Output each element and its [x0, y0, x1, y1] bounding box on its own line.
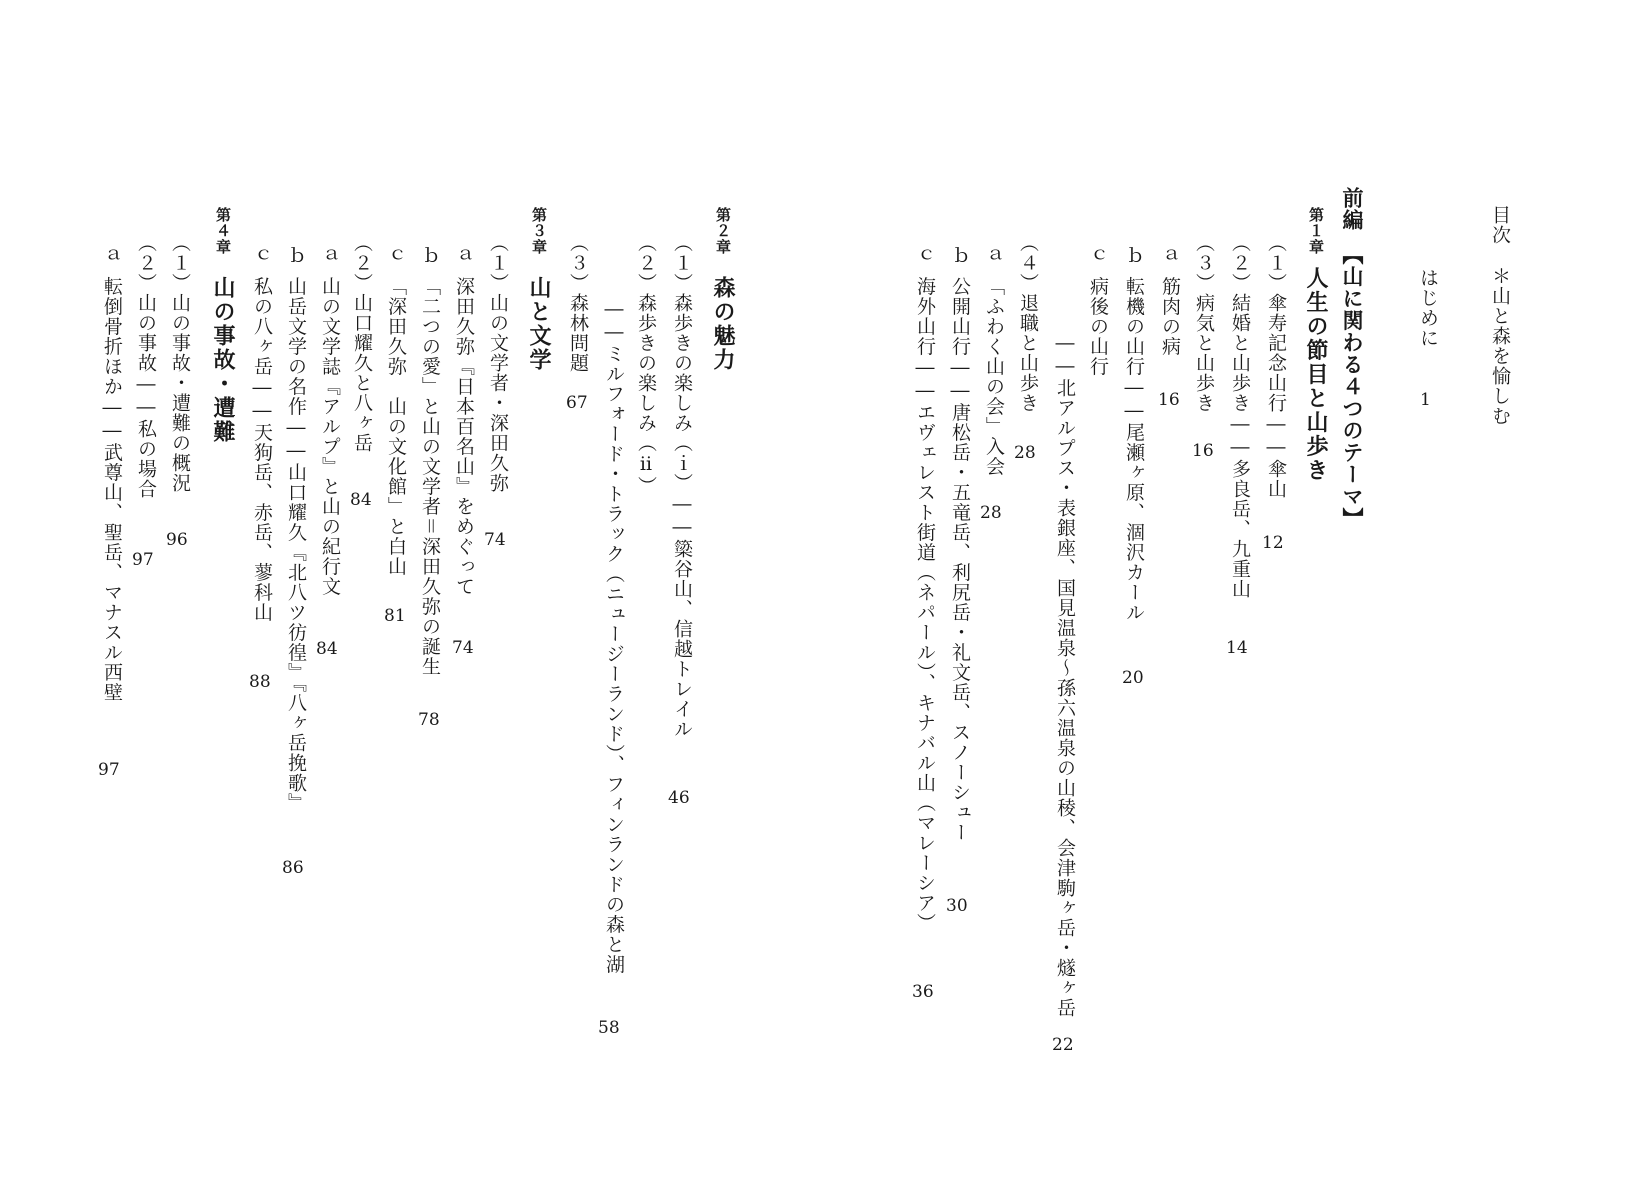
page-number: 86: [282, 858, 304, 878]
chapter-title: 山と文学: [526, 275, 552, 372]
toc-entry: [102, 245, 121, 702]
toc-entry: [420, 245, 439, 676]
toc-entry: [136, 233, 155, 499]
entry-marker: ａ: [453, 245, 475, 265]
toc-entry: [252, 245, 271, 622]
page-number: 97: [98, 760, 120, 780]
entry-marker: ａ: [101, 245, 123, 265]
page-number: 14: [1226, 638, 1248, 658]
page-number: 84: [316, 639, 338, 659]
entry-text: ――北アルプス・表銀座、国見温泉～孫六温泉の山稜、会津駒ヶ岳・燧ヶ岳: [1054, 332, 1076, 1018]
entry-marker: ａ: [319, 245, 341, 265]
part-heading: [1342, 187, 1363, 530]
entry-marker: （１）: [487, 233, 509, 293]
entry-marker: ｃ: [914, 245, 936, 265]
entry-text: 転倒骨折ほか――武尊山、聖岳、マナスル西壁: [101, 276, 123, 703]
toc-entry: [170, 233, 189, 493]
page-number: 74: [484, 530, 506, 550]
entry-label: はじめに: [1417, 268, 1439, 348]
toc-title: 目次: [1489, 205, 1511, 245]
part-label: 前編: [1340, 187, 1365, 231]
entry-text: 森林問題: [567, 293, 589, 373]
page-number: 1: [1420, 390, 1431, 410]
entry-marker: （２）: [135, 233, 157, 293]
chapter-label: 第２章: [714, 207, 732, 255]
entry-text: 山岳文学の名作――山口耀久『北八ツ彷徨』『八ヶ岳挽歌』: [285, 276, 307, 813]
toc-entry: [1230, 233, 1249, 599]
page-number: 67: [566, 393, 588, 413]
entry-marker: ｃ: [1087, 245, 1109, 265]
toc-entry: [386, 245, 405, 576]
toc-entry: [636, 233, 655, 496]
toc-subtitle: ＊山と森を愉しむ: [1489, 265, 1511, 426]
page-number: 58: [598, 1018, 620, 1038]
chapter-3-heading: [528, 207, 550, 372]
entry-marker: （３）: [567, 233, 589, 293]
page-number: 30: [946, 896, 968, 916]
toc-entry: [320, 245, 339, 596]
entry-text: 結婚と山歩き――多良岳、九重山: [1229, 293, 1251, 599]
entry-marker: （２）: [1229, 233, 1251, 293]
entry-text: 傘寿記念山行――傘山: [1265, 293, 1287, 499]
toc-entry: [352, 233, 371, 453]
entry-marker: （１）: [169, 233, 191, 293]
entry-marker: （２）: [635, 233, 657, 293]
entry-marker: （１）: [671, 233, 693, 293]
toc-entry-continuation: [604, 298, 623, 975]
entry-text: 山の文学者・深田久弥: [487, 293, 509, 493]
entry-marker: （１）: [1265, 233, 1287, 293]
entry-marker: ｃ: [385, 245, 407, 265]
page-number: 22: [1052, 1035, 1074, 1055]
entry-marker: ｂ: [419, 245, 441, 265]
entry-text: 病気と山歩き: [1193, 293, 1215, 413]
toc-entry: [672, 233, 691, 739]
entry-text: 病後の山行: [1087, 276, 1109, 377]
entry-text: 森歩きの楽しみ（ⅱ）: [635, 293, 657, 496]
entry-text: 山の事故・遭難の概況: [169, 293, 191, 493]
page-number: 84: [350, 490, 372, 510]
entry-text: 転機の山行――尾瀬ヶ原、涸沢カール: [1123, 276, 1145, 623]
page-number: 46: [668, 788, 690, 808]
entry-text: 「二つの愛」と山の文学者＝深田久弥の誕生: [419, 276, 441, 677]
page-number: 97: [132, 550, 154, 570]
page-number: 81: [384, 606, 406, 626]
toc-entry: [454, 245, 473, 596]
entry-text: 山の事故――私の場合: [135, 293, 157, 499]
entry-text: 「深田久弥 山の文化館」と白山: [385, 276, 407, 577]
page-number: 36: [912, 982, 934, 1002]
toc-entry: [1160, 245, 1179, 356]
entry-marker: ｂ: [949, 245, 971, 265]
entry-text: 深田久弥『日本百名山』をめぐって: [453, 276, 475, 597]
toc-entry: [1266, 233, 1285, 499]
page-number: 28: [1014, 443, 1036, 463]
entry-text: 公開山行――唐松岳・五竜岳、利尻岳・礼文岳、スノーシュー: [949, 276, 971, 843]
page-number: 88: [249, 672, 271, 692]
entry-marker: （３）: [1193, 233, 1215, 293]
entry-text: 森歩きの楽しみ（ｉ）――簗谷山、信越トレイル: [671, 293, 693, 739]
chapter-1-heading: [1305, 207, 1327, 482]
toc-entry: [950, 245, 969, 842]
entry-marker: （２）: [351, 233, 373, 293]
chapter-label: 第４章: [214, 207, 232, 255]
entry-marker: ｂ: [285, 245, 307, 265]
toc-entry: [568, 233, 587, 373]
page-number: 78: [418, 710, 440, 730]
toc-entry: [488, 233, 507, 493]
entry-text: 海外山行――エヴェレスト街道（ネパール）、キナバル山（マレーシア）: [914, 276, 936, 933]
page-number: 16: [1158, 390, 1180, 410]
toc-entry-intro: [1418, 268, 1437, 348]
page-number: 96: [166, 530, 188, 550]
entry-marker: ｃ: [251, 245, 273, 265]
part-title: 【山に関わる４つのテーマ】: [1340, 243, 1365, 530]
toc-entry: [1018, 233, 1037, 413]
page-number: 28: [980, 503, 1002, 523]
entry-text: ――ミルフォード・トラック（ニュージーランド）、フィンランドの森と湖: [603, 298, 625, 975]
chapter-label: 第１章: [1307, 207, 1325, 255]
chapter-title: 山の事故・遭難: [210, 275, 236, 444]
entry-text: 退職と山歩き: [1017, 293, 1039, 413]
chapter-title: 森の魅力: [710, 275, 736, 372]
toc-entry: [984, 245, 1003, 476]
toc-heading: [1490, 205, 1509, 426]
toc-entry: [1194, 233, 1213, 413]
toc-entry: [915, 245, 934, 933]
entry-marker: ａ: [983, 245, 1005, 265]
entry-marker: ａ: [1159, 245, 1181, 265]
entry-text: 山の文学誌『アルプ』と山の紀行文: [319, 276, 341, 597]
page-number: 12: [1262, 533, 1284, 553]
page-number: 16: [1192, 441, 1214, 461]
entry-text: 山口耀久と八ヶ岳: [351, 293, 373, 453]
toc-entry: [1088, 245, 1107, 376]
entry-marker: ｂ: [1123, 245, 1145, 265]
entry-text: 私の八ヶ岳――天狗岳、赤岳、蓼科山: [251, 276, 273, 623]
chapter-label: 第３章: [530, 207, 548, 255]
entry-marker: （４）: [1017, 233, 1039, 293]
page-number: 74: [452, 638, 474, 658]
page-number: 20: [1122, 668, 1144, 688]
entry-text: 「ふわく山の会」入会: [983, 276, 1005, 477]
toc-entry: [1124, 245, 1143, 622]
entry-text: 筋肉の病: [1159, 276, 1181, 357]
chapter-4-heading: [212, 207, 234, 444]
chapter-2-heading: [712, 207, 734, 372]
chapter-title: 人生の節目と山歩き: [1303, 266, 1329, 483]
toc-entry-continuation: [1055, 332, 1074, 1018]
toc-entry: [286, 245, 305, 813]
